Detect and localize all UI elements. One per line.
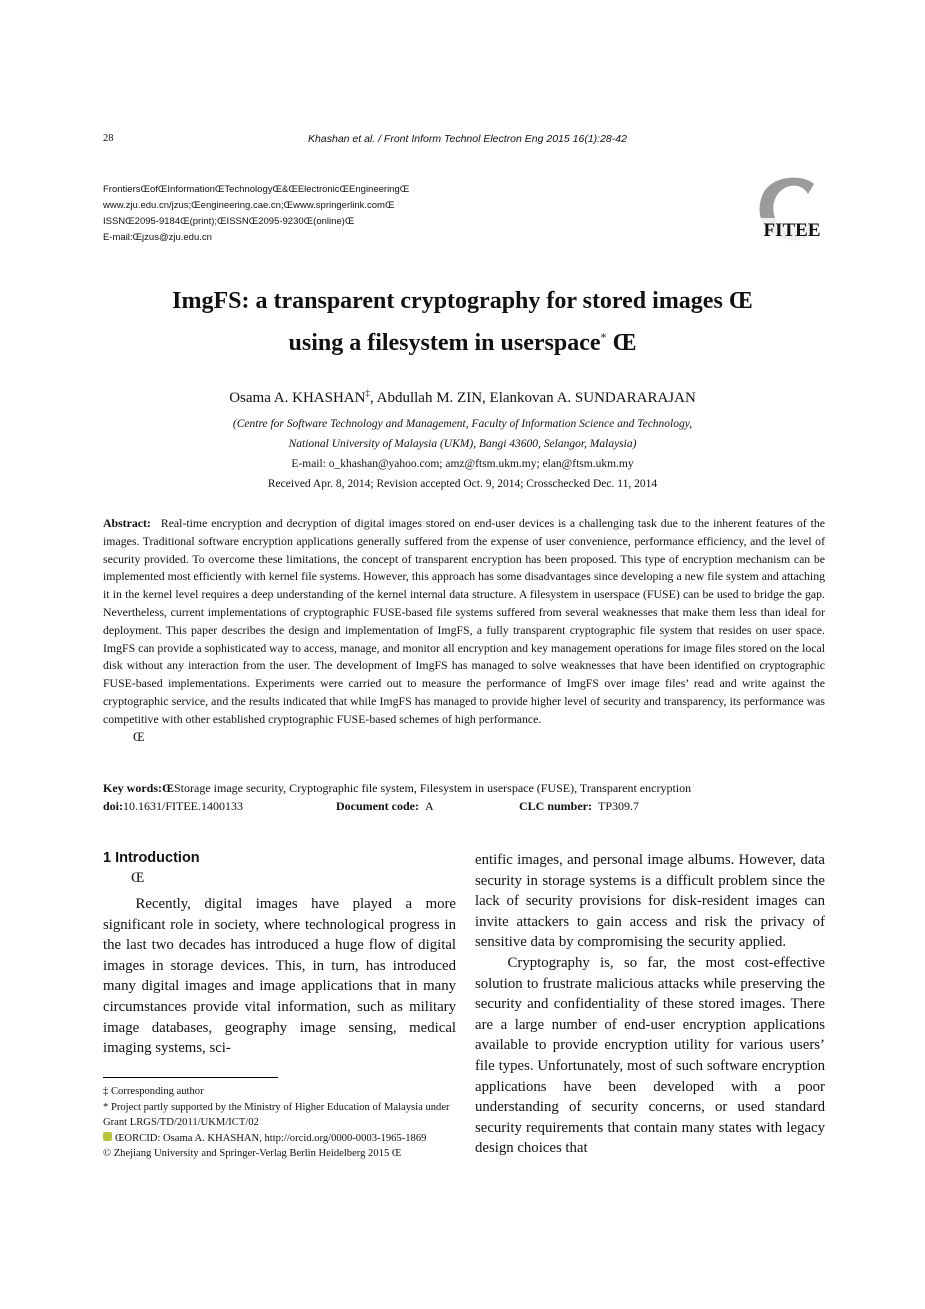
right-column bbox=[475, 850, 825, 1159]
footnote-copyright: © Zhejiang University and Springer-Verlag Berlin Heidelberg 2015 Œ bbox=[103, 1148, 402, 1159]
footnotes bbox=[103, 1077, 456, 1162]
keywords-marker: Œ bbox=[162, 781, 174, 795]
affiliation-block bbox=[0, 414, 925, 494]
keywords-line bbox=[103, 781, 691, 796]
keywords-label: Key words: bbox=[103, 781, 162, 795]
abstract-text: Real-time encryption and decryption of digital images stored on end-user devices is a challenging task due to the inherent features of the images. Traditional software encryption applications generally suffered from the expense of user convenience, performance efficiency, and the level of security provided. To overcome these limitations, the concept of transparent encryption has been proposed. This type of encryption mechanism can be implemented most efficiently with kernel file systems. However, this approach has some disadvantages since developing a new file system and attaching it in the kernel level requires a deep understanding of the kernel internal data structure. A filesystem in userspace (FUSE) can be used to bridge the gap. Nevertheless, current implementations of cryptographic FUSE-based file systems suffered from several weaknesses that make them less than ideal for deployment. This paper describes the design and implementation of ImgFS, a fully transparent cryptographic file system that resides on user space. ImgFS can provide a sophisticated way to access, manage, and monitor all encryption and key management operations for image files stored on the local disk without any interaction from the user. The development of ImgFS has managed to solve weaknesses that have been identified on cryptographic FUSE-based implementations. Experiments were carried out to measure the performance of ImgFS over image files’ read and write against the cryptographic service, and the results indicated that while ImgFS has managed to provide higher level of security and transparency, its performance was competitive with other established cryptographic FUSE-based schemes of high performance. bbox=[103, 516, 825, 726]
clc-label: CLC number: bbox=[519, 799, 593, 813]
orcid-icon bbox=[103, 1132, 112, 1141]
footnote-project: * Project partly supported by the Ministry of Higher Education of Malaysia under Grant LRGS/TD/2011/UKM/ICT/02 bbox=[103, 1101, 450, 1128]
running-head: Khashan et al. / Front Inform Technol Electron Eng 2015 16(1):28-42 bbox=[308, 133, 627, 145]
section-marker: Œ bbox=[131, 870, 145, 886]
author-emails: E-mail: o_khashan@yahoo.com; amz@ftsm.ukm.my; elan@ftsm.ukm.my bbox=[291, 458, 634, 470]
journal-name: FrontiersŒofŒInformationŒTechnologyŒ&ŒElectronicŒEngineeringŒ bbox=[103, 184, 410, 195]
other-authors: , Abdullah M. ZIN, Elankovan A. SUNDARARAJAN bbox=[369, 390, 696, 406]
footnote-orcid bbox=[103, 1131, 456, 1147]
journal-info bbox=[103, 182, 409, 246]
intro-paragraph-1-continued: entific images, and personal image albums. However, data security in storage systems is a difficult problem since the lack of security provisions for disk-resident images can invite attackers to gain access and risk the privacy of sensitive data by compromising the security applied. bbox=[475, 852, 825, 951]
paper-title bbox=[0, 280, 925, 364]
document-code-value: A bbox=[424, 799, 434, 813]
section-heading-introduction: 1 Introduction bbox=[103, 850, 200, 866]
keywords-text: Storage image security, Cryptographic file system, Filesystem in userspace (FUSE), Transparent encryption bbox=[174, 781, 692, 795]
author-1-mark: ‡ bbox=[365, 388, 370, 398]
title-line-1: ImgFS: a transparent cryptography for stored images Œ bbox=[172, 288, 753, 314]
doi-line bbox=[103, 799, 825, 817]
page-number: 28 bbox=[103, 133, 114, 144]
logo-text: FITEE bbox=[763, 220, 821, 241]
doi-value[interactable]: 10.1631/FITEE.1400133 bbox=[123, 799, 244, 813]
clc-value: TP309.7 bbox=[598, 799, 640, 813]
orcid-marker: Œ bbox=[115, 1132, 125, 1144]
document-code-label: Document code: bbox=[336, 799, 419, 813]
journal-issn: ISSNŒ2095-9184Œ(print);ŒISSNŒ2095-9230Œ(online)Œ bbox=[103, 216, 355, 227]
affiliation-line-2: National University of Malaysia (UKM), Bangi 43600, Selangor, Malaysia) bbox=[288, 438, 637, 450]
received-dates: Received Apr. 8, 2014; Revision accepted Oct. 9, 2014; Crosschecked Dec. 11, 2014 bbox=[267, 478, 658, 490]
abstract bbox=[103, 515, 825, 745]
doi-label: doi: bbox=[103, 799, 124, 813]
title-footnote-mark: * bbox=[600, 330, 607, 344]
author-list bbox=[0, 388, 925, 407]
intro-paragraph-1: Recently, digital images have played a more significant role in society, where technological progress in the last two decades has introduced a huge flow of digital images in storage devices. This, in turn, has introduced many digital images and image applications that in many circumstances provide vital information, such as military image databases, geography image sensing, medical imaging systems, sci- bbox=[103, 896, 456, 1057]
journal-websites: www.zju.edu.cn/jzus;Œengineering.cae.cn;Œwww.springerlink.comŒ bbox=[103, 200, 395, 211]
abstract-marker: Œ bbox=[133, 728, 145, 744]
footnote-rule bbox=[103, 1077, 278, 1078]
abstract-label: Abstract: bbox=[103, 516, 151, 530]
left-column bbox=[103, 850, 456, 1059]
author-1: Osama A. KHASHAN bbox=[229, 390, 366, 406]
intro-paragraph-2: Cryptography is, so far, the most cost-effective solution to frustrate malicious attacks while preserving the security and confidentiality of these stored images. There are a large number of end-user encryption applications available to provide encryption utility for various users’ file types. Unfortunately, most of such software encryption applications have been developed with a poor understanding of security concerns, or used standard security requirements that contain many states with legacy design choices that bbox=[475, 954, 825, 1157]
affiliation-line-1: (Centre for Software Technology and Management, Faculty of Information Science and Technology, bbox=[232, 418, 693, 430]
title-line-2: using a filesystem in userspace* Œ bbox=[288, 330, 637, 356]
footnote-corresponding: ‡ Corresponding author bbox=[103, 1086, 204, 1097]
journal-email: E-mail:Œjzus@zju.edu.cn bbox=[103, 232, 212, 243]
orcid-text[interactable]: ORCID: Osama A. KHASHAN, http://orcid.org/0000-0003-1965-1869 bbox=[124, 1132, 427, 1144]
fitee-logo-icon bbox=[752, 176, 830, 242]
copyright-marker: Œ bbox=[391, 1148, 402, 1159]
